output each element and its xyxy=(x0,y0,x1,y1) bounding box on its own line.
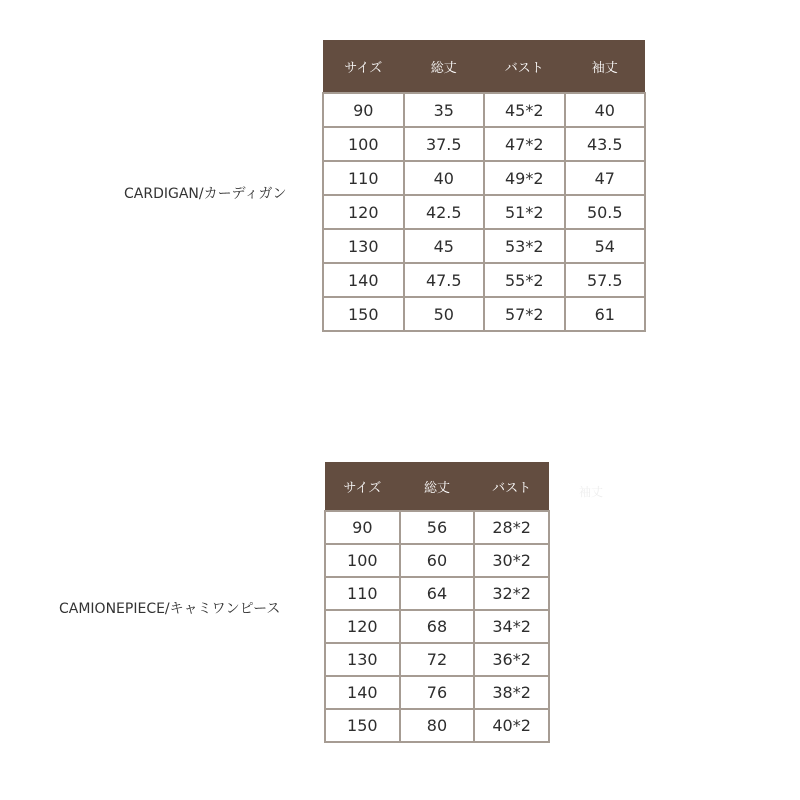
cell-sleeve: 50.5 xyxy=(565,195,646,229)
cell-length: 35 xyxy=(404,93,485,127)
cell-size: 110 xyxy=(323,161,404,195)
table-row xyxy=(323,195,645,229)
table-row xyxy=(325,643,549,676)
header-size: サイズ xyxy=(323,40,404,93)
cell-size: 130 xyxy=(323,229,404,263)
cardigan-table-body xyxy=(323,93,645,331)
cell-length: 37.5 xyxy=(404,127,485,161)
cell-size: 140 xyxy=(323,263,404,297)
cell-bust: 49*2 xyxy=(484,161,565,195)
table-row xyxy=(323,161,645,195)
cell-bust: 51*2 xyxy=(484,195,565,229)
cell-bust: 45*2 xyxy=(484,93,565,127)
cell-bust: 32*2 xyxy=(474,577,549,610)
cardigan-size-table xyxy=(322,40,646,332)
table-row xyxy=(323,229,645,263)
header-bust: バスト xyxy=(484,40,565,93)
cell-length: 68 xyxy=(400,610,475,643)
cell-length: 56 xyxy=(400,511,475,544)
table-header-row xyxy=(323,40,645,93)
cell-size: 90 xyxy=(325,511,400,544)
cell-length: 50 xyxy=(404,297,485,331)
cell-bust: 57*2 xyxy=(484,297,565,331)
table-header-row xyxy=(325,462,549,511)
cell-size: 100 xyxy=(325,544,400,577)
header-length: 総丈 xyxy=(404,40,485,93)
cell-size: 100 xyxy=(323,127,404,161)
table-row xyxy=(325,577,549,610)
cell-sleeve: 43.5 xyxy=(565,127,646,161)
faint-sleeve-header: 袖丈 xyxy=(579,485,604,499)
cell-bust: 28*2 xyxy=(474,511,549,544)
table-row xyxy=(325,511,549,544)
table-row xyxy=(323,263,645,297)
cell-size: 120 xyxy=(323,195,404,229)
cell-bust: 38*2 xyxy=(474,676,549,709)
cell-bust: 36*2 xyxy=(474,643,549,676)
cell-sleeve: 40 xyxy=(565,93,646,127)
cell-length: 80 xyxy=(400,709,475,742)
cell-bust: 34*2 xyxy=(474,610,549,643)
cell-size: 150 xyxy=(325,709,400,742)
table-row xyxy=(325,676,549,709)
cell-sleeve: 54 xyxy=(565,229,646,263)
cell-size: 150 xyxy=(323,297,404,331)
cell-size: 120 xyxy=(325,610,400,643)
table-row xyxy=(325,709,549,742)
cell-length: 47.5 xyxy=(404,263,485,297)
cell-bust: 40*2 xyxy=(474,709,549,742)
table-row xyxy=(325,610,549,643)
cell-bust: 30*2 xyxy=(474,544,549,577)
cell-size: 130 xyxy=(325,643,400,676)
cell-sleeve: 47 xyxy=(565,161,646,195)
cell-length: 42.5 xyxy=(404,195,485,229)
table-row xyxy=(325,544,549,577)
cell-length: 45 xyxy=(404,229,485,263)
header-size: サイズ xyxy=(325,462,400,511)
cell-length: 60 xyxy=(400,544,475,577)
header-sleeve: 袖丈 xyxy=(565,40,646,93)
camionepiece-table-body xyxy=(325,511,549,742)
cell-size: 110 xyxy=(325,577,400,610)
cell-bust: 47*2 xyxy=(484,127,565,161)
header-length: 総丈 xyxy=(400,462,475,511)
cell-length: 76 xyxy=(400,676,475,709)
header-bust: バスト xyxy=(474,462,549,511)
camionepiece-section-label: CAMIONEPIECE/キャミワンピース xyxy=(59,601,281,617)
cell-bust: 53*2 xyxy=(484,229,565,263)
cell-size: 140 xyxy=(325,676,400,709)
cell-size: 90 xyxy=(323,93,404,127)
cell-length: 64 xyxy=(400,577,475,610)
cardigan-section-label: CARDIGAN/カーディガン xyxy=(124,186,287,202)
cell-sleeve: 57.5 xyxy=(565,263,646,297)
cell-bust: 55*2 xyxy=(484,263,565,297)
camionepiece-size-table xyxy=(324,462,550,743)
cell-length: 40 xyxy=(404,161,485,195)
cell-length: 72 xyxy=(400,643,475,676)
table-row xyxy=(323,127,645,161)
cell-sleeve: 61 xyxy=(565,297,646,331)
table-row xyxy=(323,93,645,127)
table-row xyxy=(323,297,645,331)
